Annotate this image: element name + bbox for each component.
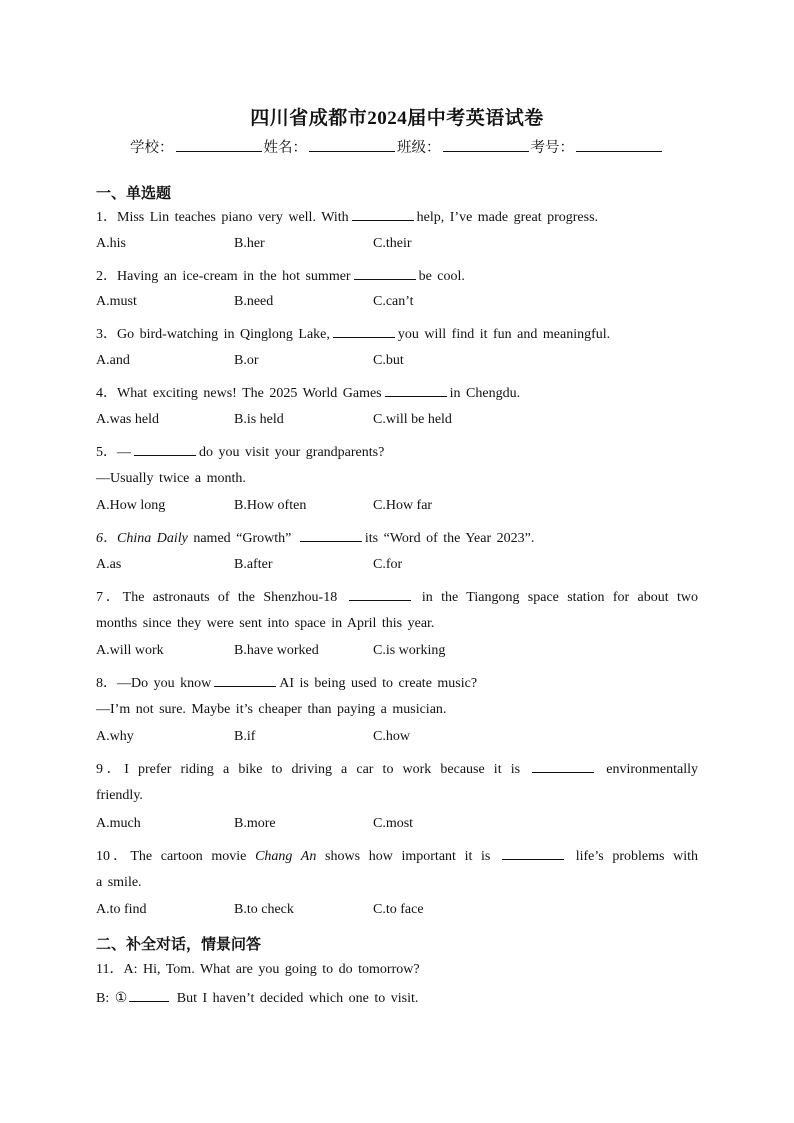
question-text: 1．Miss Lin teaches piano very well. With [96, 210, 349, 225]
option-a[interactable]: A.was held [96, 412, 159, 427]
option-b[interactable]: B.her [234, 236, 265, 251]
answer-blank[interactable] [129, 990, 169, 1002]
option-b[interactable]: B.after [234, 557, 273, 572]
school-blank[interactable] [176, 139, 262, 152]
question-text: in Chengdu. [449, 386, 521, 401]
question-text: life’s problems with [575, 849, 699, 864]
question-10 [96, 845, 698, 865]
question-text: its “Word of the Year 2023”. [364, 531, 535, 546]
option-a[interactable]: A.to find [96, 902, 147, 917]
answer-blank[interactable] [385, 385, 447, 397]
answer-blank[interactable] [532, 761, 594, 773]
question-text: shows how important it is [325, 849, 491, 864]
class-label: 班级： [397, 140, 441, 156]
option-b[interactable]: B.or [234, 353, 259, 368]
section-heading-single-choice: 一、单选题 [96, 184, 172, 202]
class-blank[interactable] [443, 139, 529, 152]
question-text: But I haven’t decided which one to visit. [176, 991, 419, 1006]
question-text: you will find it fun and meaningful. [397, 327, 611, 342]
answer-blank[interactable] [300, 530, 362, 542]
page-title: 四川省成都市2024届中考英语试卷 [250, 108, 544, 129]
option-c[interactable]: C.can’t [373, 294, 414, 309]
name-label: 姓名： [263, 140, 307, 156]
student-info-line [0, 136, 794, 157]
question-text: B: ① [96, 991, 128, 1006]
question-text: environmentally [606, 762, 699, 777]
answer-blank[interactable] [349, 589, 411, 601]
question-text: in the Tiangong space station for about two [421, 590, 698, 605]
question-3 [96, 323, 698, 343]
option-b[interactable]: B.more [234, 816, 276, 831]
option-a[interactable]: A.as [96, 557, 122, 572]
option-c[interactable]: C.How far [373, 498, 433, 513]
question-text: be cool. [418, 269, 465, 284]
option-b[interactable]: B.to check [234, 902, 294, 917]
option-c[interactable]: C.how [373, 729, 410, 744]
movie-title: Chang An [255, 849, 317, 864]
option-a[interactable]: A.his [96, 236, 126, 251]
question-4 [96, 382, 698, 402]
option-a[interactable]: A.much [96, 816, 141, 831]
question-text: named “Growth” [193, 531, 292, 546]
question-5-response: —Usually twice a month. [96, 471, 246, 486]
option-c[interactable]: C.most [373, 816, 414, 831]
question-text: 3．Go bird-watching in Qinglong Lake, [96, 327, 330, 342]
question-text: 2．Having an ice-cream in the hot summer [96, 269, 351, 284]
option-c[interactable]: C.will be held [373, 412, 452, 427]
option-a[interactable]: A.must [96, 294, 137, 309]
question-text: 4．What exciting news! The 2025 World Games [96, 386, 382, 401]
option-c[interactable]: C.for [373, 557, 403, 572]
question-text: 9．I prefer riding a bike to driving a car to work because it is [96, 762, 521, 777]
question-text: AI is being used to create music? [279, 676, 478, 691]
option-b[interactable]: B.is held [234, 412, 284, 427]
option-a[interactable]: A.and [96, 353, 130, 368]
option-a[interactable]: A.why [96, 729, 134, 744]
question-text: 5．— [96, 445, 131, 460]
question-text: 8．—Do you know [96, 676, 212, 691]
option-a[interactable]: A.will work [96, 643, 164, 658]
option-a[interactable]: A.How long [96, 498, 166, 513]
question-text: 10．The cartoon movie [96, 849, 247, 864]
question-9-continued: friendly. [96, 788, 143, 803]
option-b[interactable]: B.have worked [234, 643, 319, 658]
school-label: 学校： [130, 140, 174, 156]
answer-blank[interactable] [333, 326, 395, 338]
answer-blank[interactable] [134, 444, 196, 456]
name-blank[interactable] [309, 139, 395, 152]
option-c[interactable]: C.but [373, 353, 404, 368]
answer-blank[interactable] [214, 675, 276, 687]
question-text: 7．The astronauts of the Shenzhou-18 [96, 590, 338, 605]
question-1 [96, 206, 698, 226]
number-blank[interactable] [576, 139, 662, 152]
newspaper-title: China Daily [117, 531, 188, 546]
question-text: do you visit your grandparents? [199, 445, 385, 460]
question-7-continued: months since they were sent into space in April this year. [96, 616, 435, 631]
question-8 [96, 672, 698, 692]
question-10-continued: a smile. [96, 875, 142, 890]
question-11: 11．A: Hi, Tom. What are you going to do tomorrow? [96, 962, 420, 977]
answer-blank[interactable] [354, 268, 416, 280]
answer-blank[interactable] [352, 209, 414, 221]
question-5 [96, 441, 698, 461]
option-b[interactable]: B.if [234, 729, 256, 744]
question-2 [96, 265, 698, 285]
option-c[interactable]: C.to face [373, 902, 424, 917]
option-c[interactable]: C.is working [373, 643, 446, 658]
section-heading-dialogue: 二、补全对话，情景问答 [96, 935, 262, 953]
question-9 [96, 758, 698, 778]
question-7 [96, 586, 698, 606]
answer-blank[interactable] [502, 848, 564, 860]
option-b[interactable]: B.How often [234, 498, 307, 513]
question-text: help, I’ve made great progress. [416, 210, 599, 225]
question-number: 6． [96, 531, 117, 546]
question-8-response: —I’m not sure. Maybe it’s cheaper than paying a musician. [96, 702, 447, 717]
option-c[interactable]: C.their [373, 236, 412, 251]
option-b[interactable]: B.need [234, 294, 274, 309]
question-11-reply [96, 990, 698, 1007]
number-label: 考号： [530, 140, 574, 156]
question-6 [96, 527, 698, 547]
